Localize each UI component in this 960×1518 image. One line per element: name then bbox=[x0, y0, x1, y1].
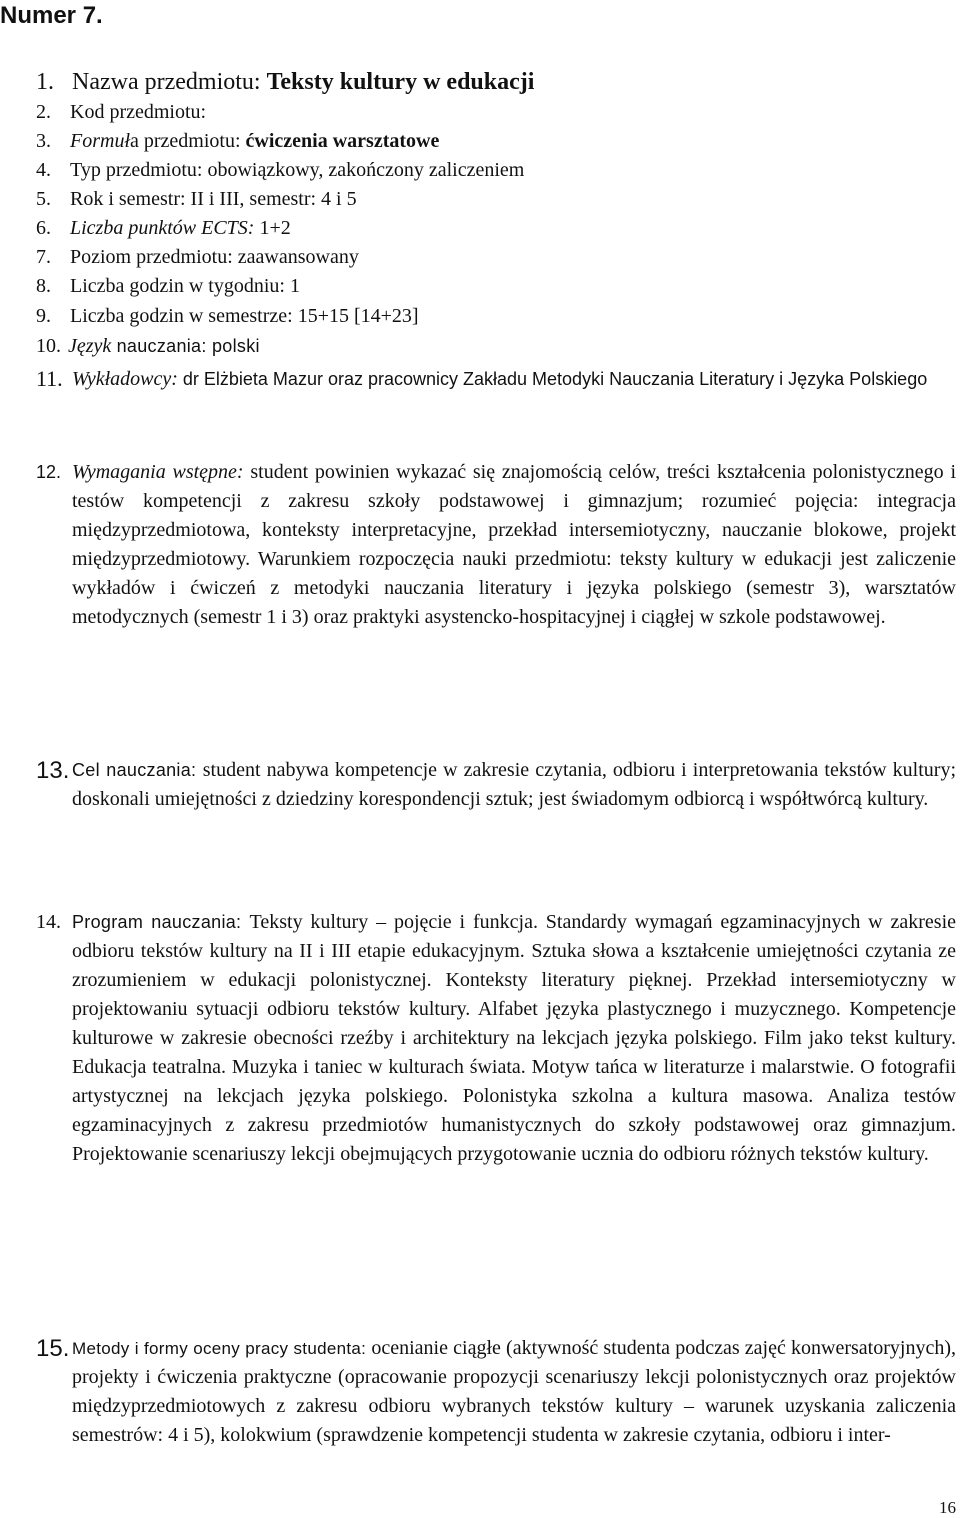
item-label: Poziom przedmiotu: bbox=[70, 246, 238, 268]
item-label-italic: Język bbox=[68, 335, 112, 357]
item-number: 14. bbox=[36, 911, 61, 933]
item-language bbox=[36, 332, 260, 361]
item-number: 15. bbox=[36, 1335, 70, 1362]
item-number: 4. bbox=[36, 159, 51, 181]
item-prerequisites bbox=[36, 458, 956, 632]
item-ects bbox=[36, 214, 291, 243]
item-number: 13. bbox=[36, 757, 70, 784]
item-value: dr Elżbieta Mazur oraz pracownicy Zakładu Metodyki Nauczania Literatury i Języka Polskiego bbox=[182, 369, 928, 389]
item-assessment bbox=[36, 1334, 956, 1450]
item-value: student powinien wykazać się znajomością celów, treści kształcenia polonistycznego i testów kompetencji z zakresu szkoły podstawowej i gimnazjum; rozumieć pojęcia: integracja międzyprzedmiotowa, konteksty interpretacyjne, przekład intersemiotyczny, nauczanie blokowe, projekt międzyprzedmiotowy. Warunkiem rozpoczęcia nauki przedmiotu: teksty kultury w edukacji jest zaliczenie wykładów i ćwiczeń z metodyki nauczania literatury i języka polskiego (semestr 3), warsztatów metodycznych (semestr 1 i 3) oraz praktyki asystencko-hospitacyjnej i ciągłej w szkole podstawowej. bbox=[72, 461, 956, 628]
item-course-code bbox=[36, 98, 206, 127]
item-number: 6. bbox=[36, 217, 51, 239]
item-course-goal bbox=[36, 756, 956, 814]
item-label: Program nauczania: bbox=[72, 912, 250, 932]
item-year-semester bbox=[36, 185, 357, 214]
item-number: 9. bbox=[36, 305, 51, 327]
item-number: 5. bbox=[36, 188, 51, 210]
item-value: zaawansowany bbox=[237, 246, 359, 268]
item-number: 1. bbox=[36, 69, 54, 95]
item-number: 11. bbox=[36, 366, 63, 391]
item-value: ocenianie ciągłe (aktywność studenta podczas zajęć konwersatoryjnych), projekty i ćwiczenia praktyczne (opracowanie propozycji scenariuszy lekcji polonistycznych oraz projektów międzyprzedmiotowych z zakresu odbioru wybranych tekstów kultury – warunek uzyskania zaliczenia semestrów: 4 i 5), kolokwium (sprawdzenie kompetencji studenta w zakresie czytania, odbioru i inter- bbox=[72, 1337, 956, 1446]
item-label: Liczba punktów ECTS: bbox=[70, 217, 260, 239]
item-label: Kod przedmiotu: bbox=[70, 101, 207, 123]
item-number: 3. bbox=[36, 130, 51, 152]
item-number: 8. bbox=[36, 275, 51, 297]
item-value: Teksty kultury w edukacji bbox=[266, 69, 535, 95]
item-number: 2. bbox=[36, 101, 51, 123]
item-number: 12. bbox=[36, 462, 62, 482]
item-number: 7. bbox=[36, 246, 51, 268]
item-lecturers bbox=[36, 364, 936, 394]
item-number: 10. bbox=[36, 335, 61, 357]
item-label: Nazwa przedmiotu: bbox=[72, 69, 267, 95]
item-label-italic: Formuł bbox=[70, 130, 130, 152]
item-value: polski bbox=[211, 336, 260, 356]
item-label: Metody i formy oceny pracy studenta: bbox=[72, 1339, 372, 1358]
item-label: Liczba godzin w semestrze: bbox=[70, 305, 298, 327]
item-hours-semester bbox=[36, 302, 419, 331]
item-value: ćwiczenia warsztatowe bbox=[245, 130, 440, 152]
page-number: 16 bbox=[939, 1498, 956, 1517]
item-label: Wymagania wstępne: bbox=[72, 461, 251, 483]
item-value: II i III, semestr: 4 i 5 bbox=[190, 188, 357, 210]
item-label: Typ przedmiotu: bbox=[70, 159, 208, 181]
item-value: obowiązkowy, zakończony zaliczeniem bbox=[207, 159, 525, 181]
item-label: a przedmiotu: bbox=[130, 130, 246, 152]
item-label: nauczania: bbox=[111, 336, 212, 356]
item-value: student nabywa kompetencje w zakresie czytania, odbioru i interpretowania tekstów kultury; doskonali umiejętności z dziedziny korespondencji sztuk; jest świadomym odbiorcą i współtwórcą kultury. bbox=[72, 759, 957, 810]
item-course-name bbox=[36, 66, 534, 98]
item-label: Rok i semestr: bbox=[70, 188, 191, 210]
page-heading: Numer 7. bbox=[0, 2, 103, 29]
item-value: 1+2 bbox=[259, 217, 291, 239]
item-value: 1 bbox=[289, 275, 300, 297]
item-hours-week bbox=[36, 272, 300, 301]
item-course-form bbox=[36, 127, 439, 156]
item-label: Liczba godzin w tygodniu: bbox=[70, 275, 290, 297]
item-value: Teksty kultury – pojęcie i funkcja. Standardy wymagań egzaminacyjnych w zakresie odbioru tekstów kultury na II i III etapie edukacyjnym. Sztuka słowa a kształcenie umiejętności czytania ze zrozumieniem w edukacji polonistycznej. Konteksty literatury pięknej. Przekład intersemiotyczny w projektowaniu sytuacji odbioru tekstów kultury. Alfabet języka plastycznego i muzycznego. Kompetencje kulturowe w zakresie obecności rzeźby i architektury na lekcjach języka polskiego. Film jako tekst kultury. Edukacja teatralna. Muzyka i taniec w kulturach świata. Motyw tańca w literaturze i malarstwie. O fotografii artystycznej na lekcjach języka polskiego. Polonistyka szkolna a kultura masowa. Analiza testów egzaminacyjnych z zakresu przedmiotów humanistycznych do szkoły podstawowej oraz gimnazjum. Projektowanie scenariuszy lekcji obejmujących przygotowanie ucznia do odbioru różnych tekstów kultury. bbox=[72, 911, 957, 1165]
item-value: 15+15 [14+23] bbox=[297, 305, 419, 327]
item-course-type bbox=[36, 156, 524, 185]
item-level bbox=[36, 243, 359, 272]
item-program bbox=[36, 908, 956, 1169]
item-label: Wykładowcy: bbox=[72, 368, 183, 390]
item-label: Cel nauczania: bbox=[72, 760, 203, 780]
